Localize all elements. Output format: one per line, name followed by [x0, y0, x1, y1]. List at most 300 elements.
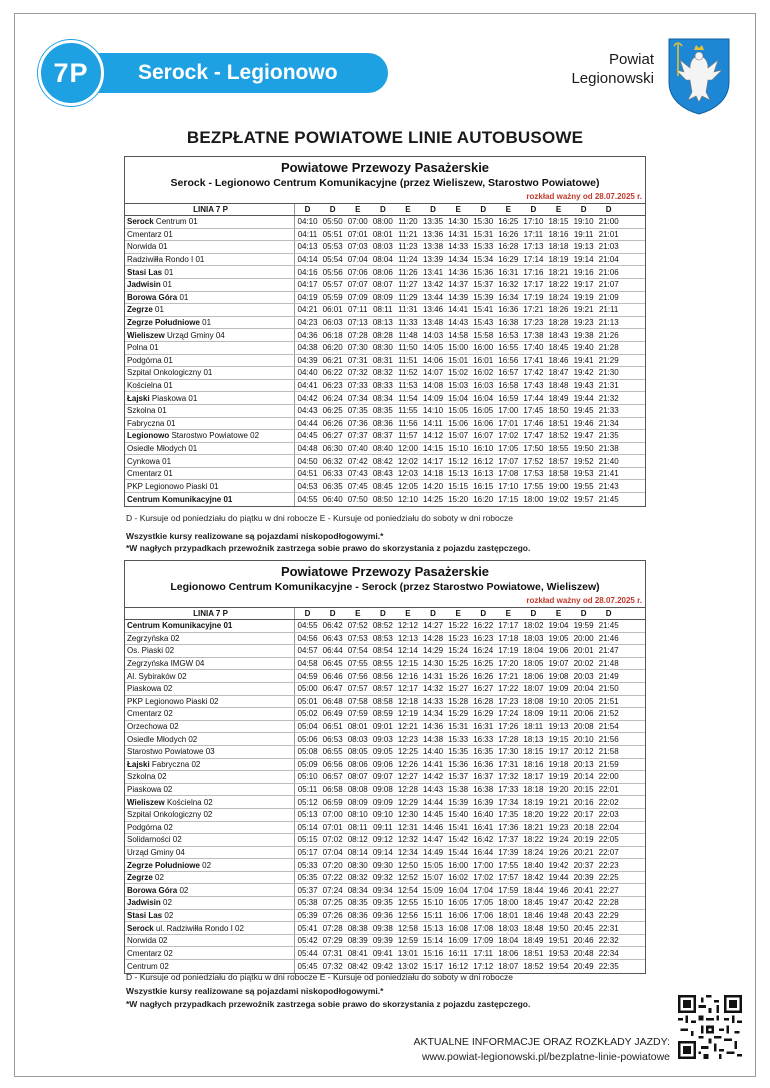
- table-row: [125, 733, 645, 746]
- stop-name: [125, 317, 295, 329]
- timetable-body: [125, 216, 645, 506]
- departure-time: 19:05: [548, 633, 569, 643]
- departure-time: 15:30: [473, 217, 494, 227]
- departure-time: 07:26: [322, 910, 343, 920]
- stop-name-bold: Borowa Góra: [127, 885, 178, 895]
- departure-time: 18:15: [548, 217, 569, 227]
- departure-time: 19:47: [548, 898, 569, 908]
- departure-time: 19:21: [573, 305, 594, 315]
- departure-time: 20:17: [573, 810, 594, 820]
- departure-time: 07:32: [322, 961, 343, 971]
- departure-time: 12:31: [397, 822, 418, 832]
- table-row: [125, 670, 645, 683]
- departure-time: 08:32: [372, 368, 393, 378]
- stop-name: [125, 279, 295, 291]
- table-row: [125, 910, 645, 923]
- departure-time: 04:58: [297, 659, 318, 669]
- departure-time: 18:08: [523, 696, 544, 706]
- timetable-header: [125, 157, 645, 204]
- stop-name-regular: Fabryczna 01: [127, 418, 176, 428]
- departure-time: 20:08: [573, 722, 594, 732]
- departure-time: 17:53: [523, 469, 544, 479]
- departure-time: 08:37: [372, 431, 393, 441]
- stop-name-regular: 01: [152, 305, 164, 315]
- departure-time: 20:37: [573, 860, 594, 870]
- departure-time: 22:28: [598, 898, 619, 908]
- departure-time: 18:49: [523, 936, 544, 946]
- departure-time: 06:58: [322, 785, 343, 795]
- table-row: [125, 947, 645, 960]
- departure-time: 05:06: [297, 734, 318, 744]
- departure-time: 16:36: [498, 305, 519, 315]
- departure-time: 18:09: [523, 709, 544, 719]
- departure-time: 18:51: [548, 418, 569, 428]
- table-row: [125, 392, 645, 405]
- departure-time: 17:09: [473, 936, 494, 946]
- departure-time: 16:05: [448, 898, 469, 908]
- departure-time: 17:52: [523, 456, 544, 466]
- departure-time: 21:30: [598, 368, 619, 378]
- departure-time: 13:42: [423, 280, 444, 290]
- stop-name-regular: Piaskowa 02: [127, 785, 173, 795]
- departure-time: 09:34: [372, 885, 393, 895]
- footer-url-link[interactable]: www.powiat-legionowski.pl/bezplatne-linie-powiatowe: [421, 1051, 670, 1063]
- departure-time: 17:24: [498, 709, 519, 719]
- departure-time: 18:26: [548, 305, 569, 315]
- departure-time: 19:13: [573, 242, 594, 252]
- departure-time: 16:38: [498, 318, 519, 328]
- departure-time: 17:57: [498, 873, 519, 883]
- departure-time: 08:59: [372, 709, 393, 719]
- day-type-header: D: [430, 609, 436, 618]
- table-row: [125, 859, 645, 872]
- departure-time: 20:46: [573, 936, 594, 946]
- departure-time: 15:27: [448, 684, 469, 694]
- departure-time: 06:59: [322, 797, 343, 807]
- departure-time: 04:50: [297, 456, 318, 466]
- departure-time: 09:08: [372, 785, 393, 795]
- departure-time: 15:00: [448, 343, 469, 353]
- departure-time: 19:22: [548, 810, 569, 820]
- day-type-header: D: [304, 205, 311, 214]
- table-row: [125, 759, 645, 772]
- departure-time: 21:33: [598, 406, 619, 416]
- departure-time: 06:47: [322, 684, 343, 694]
- departure-time: 19:44: [548, 873, 569, 883]
- stop-name: [125, 897, 295, 909]
- departure-time: 17:15: [498, 494, 519, 504]
- departure-time: 17:38: [523, 330, 544, 340]
- departure-time: 20:16: [573, 797, 594, 807]
- departure-time: 17:22: [498, 684, 519, 694]
- departure-time: 16:40: [473, 810, 494, 820]
- table-row: [125, 254, 645, 267]
- departure-time: 09:07: [372, 772, 393, 782]
- day-type-header: E: [505, 205, 511, 214]
- departure-time: 06:20: [322, 343, 343, 353]
- day-type-header: E: [405, 205, 411, 214]
- stop-name-regular: Os. Piaski 02: [127, 646, 175, 656]
- departure-time: 17:04: [473, 885, 494, 895]
- departure-time: 17:34: [498, 797, 519, 807]
- day-type-header: E: [555, 609, 562, 618]
- departure-time: 14:29: [423, 646, 444, 656]
- legend: D - Kursuje od poniedziału do piątku w dni robocze E - Kursuje od poniedziału do soboty w dni robocze: [126, 972, 513, 982]
- departure-time: 21:29: [598, 355, 619, 365]
- departure-time: 12:17: [397, 684, 418, 694]
- departure-time: 05:59: [322, 292, 343, 302]
- stop-name-regular: Podgórna 01: [127, 355, 173, 365]
- table-row: [125, 784, 645, 797]
- departure-time: 19:53: [548, 948, 569, 958]
- stop-name-regular: Osiedle Młodych 02: [127, 734, 198, 744]
- departure-time: 14:34: [448, 255, 469, 265]
- departure-time: 08:09: [347, 797, 368, 807]
- departure-time: 05:08: [297, 747, 318, 757]
- departure-time: 16:53: [498, 330, 519, 340]
- departure-time: 20:01: [573, 646, 594, 656]
- departure-time: 20:14: [573, 772, 594, 782]
- departure-time: 12:29: [397, 797, 418, 807]
- departure-time: 17:10: [523, 217, 544, 227]
- stop-name-regular: PKP Legionowo Piaski 01: [127, 481, 219, 491]
- departure-time: 22:05: [598, 835, 619, 845]
- departure-time: 15:05: [423, 860, 444, 870]
- stop-name: [125, 935, 295, 947]
- departure-time: 16:25: [473, 659, 494, 669]
- departure-time: 16:08: [448, 923, 469, 933]
- departure-time: 14:43: [423, 785, 444, 795]
- stop-name-regular: 02: [177, 885, 189, 895]
- line-label: LINIA 7 P: [125, 608, 295, 619]
- departure-time: 12:28: [397, 785, 418, 795]
- departure-time: 20:42: [573, 898, 594, 908]
- departure-time: 17:16: [523, 267, 544, 277]
- departure-time: 19:15: [548, 734, 569, 744]
- departure-time: 14:10: [423, 406, 444, 416]
- stop-name-regular: Osiedle Młodych 01: [127, 443, 198, 453]
- departure-time: 15:23: [448, 633, 469, 643]
- departure-time: 16:28: [473, 696, 494, 706]
- table-row: [125, 493, 645, 506]
- departure-time: 17:21: [498, 671, 519, 681]
- departure-time: 07:30: [347, 343, 368, 353]
- departure-time: 18:16: [523, 759, 544, 769]
- departure-time: 17:02: [473, 873, 494, 883]
- departure-time: 17:47: [523, 431, 544, 441]
- departure-time: 07:58: [347, 696, 368, 706]
- departure-time: 04:42: [297, 393, 318, 403]
- stop-name-regular: Cmentarz 02: [127, 948, 173, 958]
- departure-time: 18:49: [548, 393, 569, 403]
- departure-time: 12:30: [397, 810, 418, 820]
- stop-name-bold: Łajski: [127, 759, 150, 769]
- stop-name-regular: Szkolna 02: [127, 772, 167, 782]
- stop-name: [125, 254, 295, 266]
- departure-time: 17:23: [498, 696, 519, 706]
- departure-time: 09:01: [372, 722, 393, 732]
- departure-time: 16:13: [473, 469, 494, 479]
- departure-time: 17:45: [523, 406, 544, 416]
- day-type-header: D: [379, 205, 386, 214]
- validity-date: rozkład ważny od 28.07.2025 r.: [526, 596, 642, 605]
- timetable-title: Powiatowe Przewozy Pasażerskie: [280, 160, 490, 175]
- departure-time: 19:48: [548, 910, 569, 920]
- stop-name-regular: Kościelna 02: [164, 797, 213, 807]
- stop-name-regular: Starostwo Powiatowe 03: [127, 747, 215, 757]
- stop-name: [125, 329, 295, 341]
- departure-time: 15:13: [423, 923, 444, 933]
- table-row: [125, 468, 645, 481]
- departure-time: 18:07: [523, 684, 544, 694]
- departure-time: 20:10: [573, 734, 594, 744]
- day-type-header: E: [455, 609, 461, 618]
- departure-time: 06:42: [322, 621, 343, 631]
- departure-time: 21:43: [598, 481, 619, 491]
- organization-name: [571, 50, 654, 88]
- departure-time: 12:59: [397, 936, 418, 946]
- departure-time: 14:49: [423, 847, 444, 857]
- replacement-note: *W nagłych przypadkach przewoźnik zastrzega sobie prawo do skorzystania z pojazdu zastępczego.: [126, 543, 531, 553]
- stop-name: [125, 418, 295, 430]
- departure-time: 14:09: [423, 393, 444, 403]
- footer-info: [413, 1035, 670, 1065]
- departure-time: 21:11: [598, 305, 619, 315]
- departure-time: 17:06: [473, 910, 494, 920]
- departure-time: 22:02: [598, 797, 619, 807]
- stop-name-bold: Stasi Las: [127, 910, 163, 920]
- departure-time: 21:45: [598, 621, 619, 631]
- route-number: 7P: [38, 40, 104, 106]
- stop-name-bold: Borowa Góra: [127, 292, 178, 302]
- departure-time: 22:03: [598, 810, 619, 820]
- departure-time: 04:16: [297, 267, 318, 277]
- stop-name-regular: Urząd Gminy 04: [164, 330, 225, 340]
- stop-name-bold: Wieliszew: [127, 330, 165, 340]
- departure-time: 17:07: [498, 456, 519, 466]
- departure-time: 07:50: [347, 494, 368, 504]
- stop-name: [125, 633, 295, 645]
- departure-time: 07:54: [347, 646, 368, 656]
- departure-time: 08:14: [347, 847, 368, 857]
- departure-time: 18:11: [523, 722, 544, 732]
- departure-time: 08:10: [347, 810, 368, 820]
- departure-time: 15:36: [448, 759, 469, 769]
- departure-time: 12:02: [397, 456, 418, 466]
- departure-time: 17:11: [523, 229, 544, 239]
- departure-time: 17:02: [498, 431, 519, 441]
- departure-time: 20:15: [573, 785, 594, 795]
- departure-time: 13:46: [423, 305, 444, 315]
- departure-time: 05:15: [297, 835, 318, 845]
- departure-time: 08:42: [372, 456, 393, 466]
- departure-time: 21:50: [598, 684, 619, 694]
- departure-time: 21:48: [598, 659, 619, 669]
- departure-time: 15:42: [448, 835, 469, 845]
- stop-name: [125, 746, 295, 758]
- stop-name-regular: Al. Sybiraków 02: [127, 671, 187, 681]
- departure-time: 19:17: [548, 747, 569, 757]
- departure-time: 08:04: [372, 255, 393, 265]
- footer-info-label: AKTUALNE INFORMACJE ORAZ ROZKŁADY JAZDY:: [413, 1036, 670, 1048]
- departure-time: 14:43: [448, 318, 469, 328]
- departure-time: 18:46: [523, 910, 544, 920]
- departure-time: 04:41: [297, 381, 318, 391]
- departure-time: 20:49: [573, 961, 594, 971]
- departure-time: 14:47: [423, 835, 444, 845]
- stop-name-regular: Polna 01: [127, 343, 159, 353]
- stop-name-regular: Podgórna 02: [127, 822, 173, 832]
- stop-name: [125, 796, 295, 808]
- departure-time: 17:50: [523, 443, 544, 453]
- departure-time: 18:51: [523, 948, 544, 958]
- departure-time: 19:41: [573, 355, 594, 365]
- departure-time: 21:51: [598, 696, 619, 706]
- departure-time: 06:24: [322, 393, 343, 403]
- stop-name-regular: Cynkowa 01: [127, 456, 172, 466]
- departure-time: 22:29: [598, 910, 619, 920]
- stop-name: [125, 922, 295, 934]
- departure-time: 08:57: [372, 684, 393, 694]
- departure-time: 04:40: [297, 368, 318, 378]
- departure-time: 07:09: [347, 292, 368, 302]
- departure-time: 15:01: [448, 355, 469, 365]
- departure-time: 06:44: [322, 646, 343, 656]
- departure-time: 18:21: [548, 267, 569, 277]
- departure-time: 18:47: [548, 368, 569, 378]
- departure-time: 07:24: [322, 885, 343, 895]
- departure-time: 18:44: [523, 885, 544, 895]
- departure-time: 05:04: [297, 722, 318, 732]
- departure-time: 18:24: [548, 292, 569, 302]
- departure-time: 14:39: [448, 292, 469, 302]
- day-type-header: E: [405, 609, 411, 618]
- departure-time: 18:40: [523, 860, 544, 870]
- departure-time: 05:51: [322, 229, 343, 239]
- column-headers: [125, 608, 645, 620]
- departure-time: 17:17: [498, 621, 519, 631]
- departure-time: 19:16: [573, 267, 594, 277]
- departure-time: 05:57: [322, 280, 343, 290]
- departure-time: 15:36: [473, 267, 494, 277]
- departure-time: 22:35: [598, 961, 619, 971]
- departure-time: 17:55: [498, 860, 519, 870]
- departure-time: 19:00: [548, 481, 569, 491]
- stop-name: [125, 266, 295, 278]
- departure-time: 19:24: [548, 835, 569, 845]
- departure-time: 16:09: [448, 936, 469, 946]
- departure-time: 16:44: [473, 847, 494, 857]
- departure-time: 08:03: [372, 242, 393, 252]
- departure-time: 15:06: [448, 418, 469, 428]
- departure-time: 07:04: [322, 847, 343, 857]
- table-row: [125, 292, 645, 305]
- table-row: [125, 633, 645, 646]
- departure-time: 19:07: [548, 659, 569, 669]
- departure-time: 07:13: [347, 318, 368, 328]
- departure-time: 15:41: [448, 822, 469, 832]
- departure-time: 08:30: [347, 860, 368, 870]
- departure-time: 05:01: [297, 696, 318, 706]
- departure-time: 21:32: [598, 393, 619, 403]
- departure-time: 04:23: [297, 318, 318, 328]
- departure-time: 20:13: [573, 759, 594, 769]
- stop-name: [125, 708, 295, 720]
- day-type-header: E: [355, 205, 361, 214]
- departure-time: 15:37: [448, 772, 469, 782]
- departure-time: 22:04: [598, 822, 619, 832]
- stop-name: [125, 784, 295, 796]
- departure-time: 12:16: [397, 671, 418, 681]
- departure-time: 16:03: [473, 381, 494, 391]
- departure-time: 18:55: [548, 443, 569, 453]
- table-row: [125, 935, 645, 948]
- departure-time: 04:55: [297, 494, 318, 504]
- stop-name-regular: 02: [199, 860, 212, 870]
- departure-time: 05:12: [297, 797, 318, 807]
- departure-time: 16:55: [498, 343, 519, 353]
- departure-time: 12:15: [397, 659, 418, 669]
- departure-time: 17:35: [498, 810, 519, 820]
- departure-time: 16:26: [498, 229, 519, 239]
- departure-time: 16:31: [473, 722, 494, 732]
- table-row: [125, 229, 645, 242]
- departure-time: 11:27: [398, 280, 418, 290]
- departure-time: 04:38: [297, 343, 318, 353]
- day-type-header: D: [329, 205, 336, 214]
- line-label: LINIA 7 P: [125, 204, 295, 215]
- departure-time: 07:00: [347, 217, 368, 227]
- day-type-header: D: [379, 609, 386, 618]
- departure-time: 06:51: [322, 722, 343, 732]
- departure-time: 08:11: [348, 822, 368, 832]
- departure-time: 22:27: [598, 885, 619, 895]
- departure-time: 19:04: [548, 621, 569, 631]
- departure-time: 13:44: [423, 292, 444, 302]
- departure-time: 20:41: [573, 885, 594, 895]
- qr-code-icon[interactable]: [678, 995, 742, 1059]
- stop-name: [125, 292, 295, 304]
- timetable-serock-legionowo: [124, 156, 646, 507]
- departure-time: 08:01: [372, 229, 393, 239]
- departure-time: 05:54: [322, 255, 343, 265]
- departure-time: 22:07: [598, 847, 619, 857]
- departure-time: 12:14: [397, 646, 418, 656]
- departure-time: 20:43: [573, 910, 594, 920]
- table-row: [125, 834, 645, 847]
- day-type-header: D: [304, 609, 311, 618]
- departure-time: 21:52: [598, 709, 619, 719]
- stop-name-bold: Zegrze: [127, 305, 153, 315]
- departure-time: 18:07: [498, 961, 519, 971]
- departure-time: 04:45: [297, 431, 318, 441]
- departure-time: 14:30: [448, 217, 469, 227]
- departure-time: 13:41: [423, 267, 444, 277]
- departure-time: 07:35: [347, 406, 368, 416]
- coat-of-arms-icon: [666, 36, 732, 116]
- departure-time: 06:30: [322, 443, 343, 453]
- departure-time: 21:45: [598, 494, 619, 504]
- day-type-header: D: [480, 205, 487, 214]
- departure-time: 11:54: [398, 393, 418, 403]
- departure-time: 20:39: [573, 873, 594, 883]
- departure-time: 06:55: [322, 747, 343, 757]
- departure-time: 15:35: [448, 747, 469, 757]
- stop-name: [125, 683, 295, 695]
- table-row: [125, 721, 645, 734]
- table-row: [125, 696, 645, 709]
- stop-name: [125, 216, 295, 228]
